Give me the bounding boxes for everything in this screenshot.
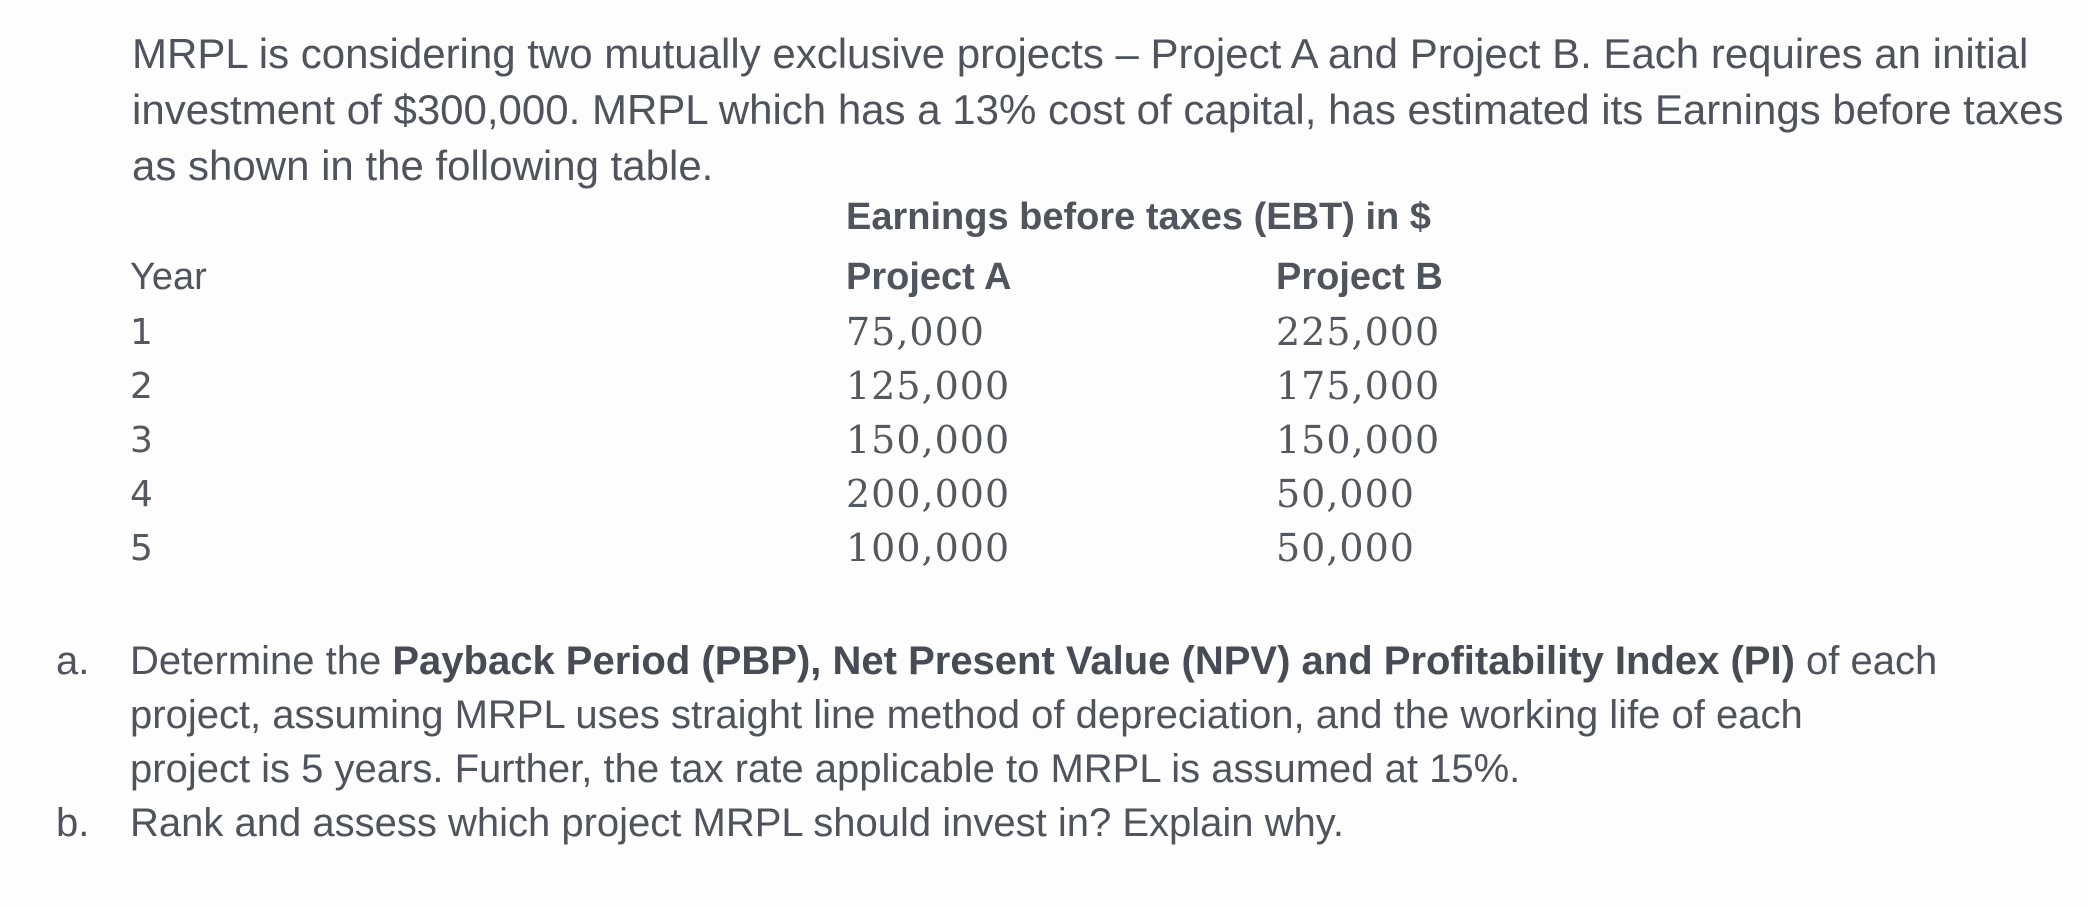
question-a-text: Determine the	[130, 639, 393, 683]
question-a-line-2: project, assuming MRPL uses straight line method of depreciation, and the working life of each	[130, 693, 1803, 737]
question-a-line-3: project is 5 years. Further, the tax rate applicable to MRPL is assumed at 15%.	[130, 747, 1521, 791]
column-header-project-b: Project B	[1276, 256, 1443, 298]
question-b-marker: b.	[56, 801, 90, 845]
project-a-cell: 125,000	[846, 364, 1011, 408]
project-b-cell: 175,000	[1276, 364, 1441, 408]
intro-line-1: MRPL is considering two mutually exclusive projects – Project A and Project B. Each requires an initial	[132, 30, 2029, 77]
column-header-project-a: Project A	[846, 256, 1012, 298]
question-b-text: Rank and assess which project MRPL should invest in? Explain why.	[130, 801, 1344, 845]
intro-line-3: as shown in the following table.	[132, 142, 714, 189]
question-a-emphasis: Payback Period (PBP), Net Present Value (NPV) and Profitability Index (PI)	[392, 639, 1795, 683]
year-cell: 4	[130, 474, 153, 515]
table-group-header: Earnings before taxes (EBT) in $	[846, 196, 1431, 238]
project-a-cell: 150,000	[846, 418, 1011, 462]
project-a-cell: 100,000	[846, 526, 1011, 570]
question-a-text: of each	[1794, 639, 1938, 683]
project-b-cell: 50,000	[1276, 526, 1415, 570]
year-cell: 3	[130, 420, 153, 461]
intro-paragraph	[132, 26, 2064, 194]
project-b-cell: 225,000	[1276, 310, 1441, 354]
question-a-marker: a.	[56, 639, 90, 683]
year-cell: 2	[130, 366, 153, 407]
project-a-cell: 200,000	[846, 472, 1011, 516]
project-b-cell: 50,000	[1276, 472, 1415, 516]
question-a-line-1	[130, 634, 2080, 688]
project-a-cell: 75,000	[846, 310, 985, 354]
project-b-cell: 150,000	[1276, 418, 1441, 462]
year-cell: 5	[130, 528, 153, 569]
column-header-year: Year	[130, 256, 207, 298]
intro-line-2: investment of $300,000. MRPL which has a 13% cost of capital, has estimated its Earnings before taxes	[132, 86, 2064, 133]
year-cell: 1	[130, 312, 153, 353]
